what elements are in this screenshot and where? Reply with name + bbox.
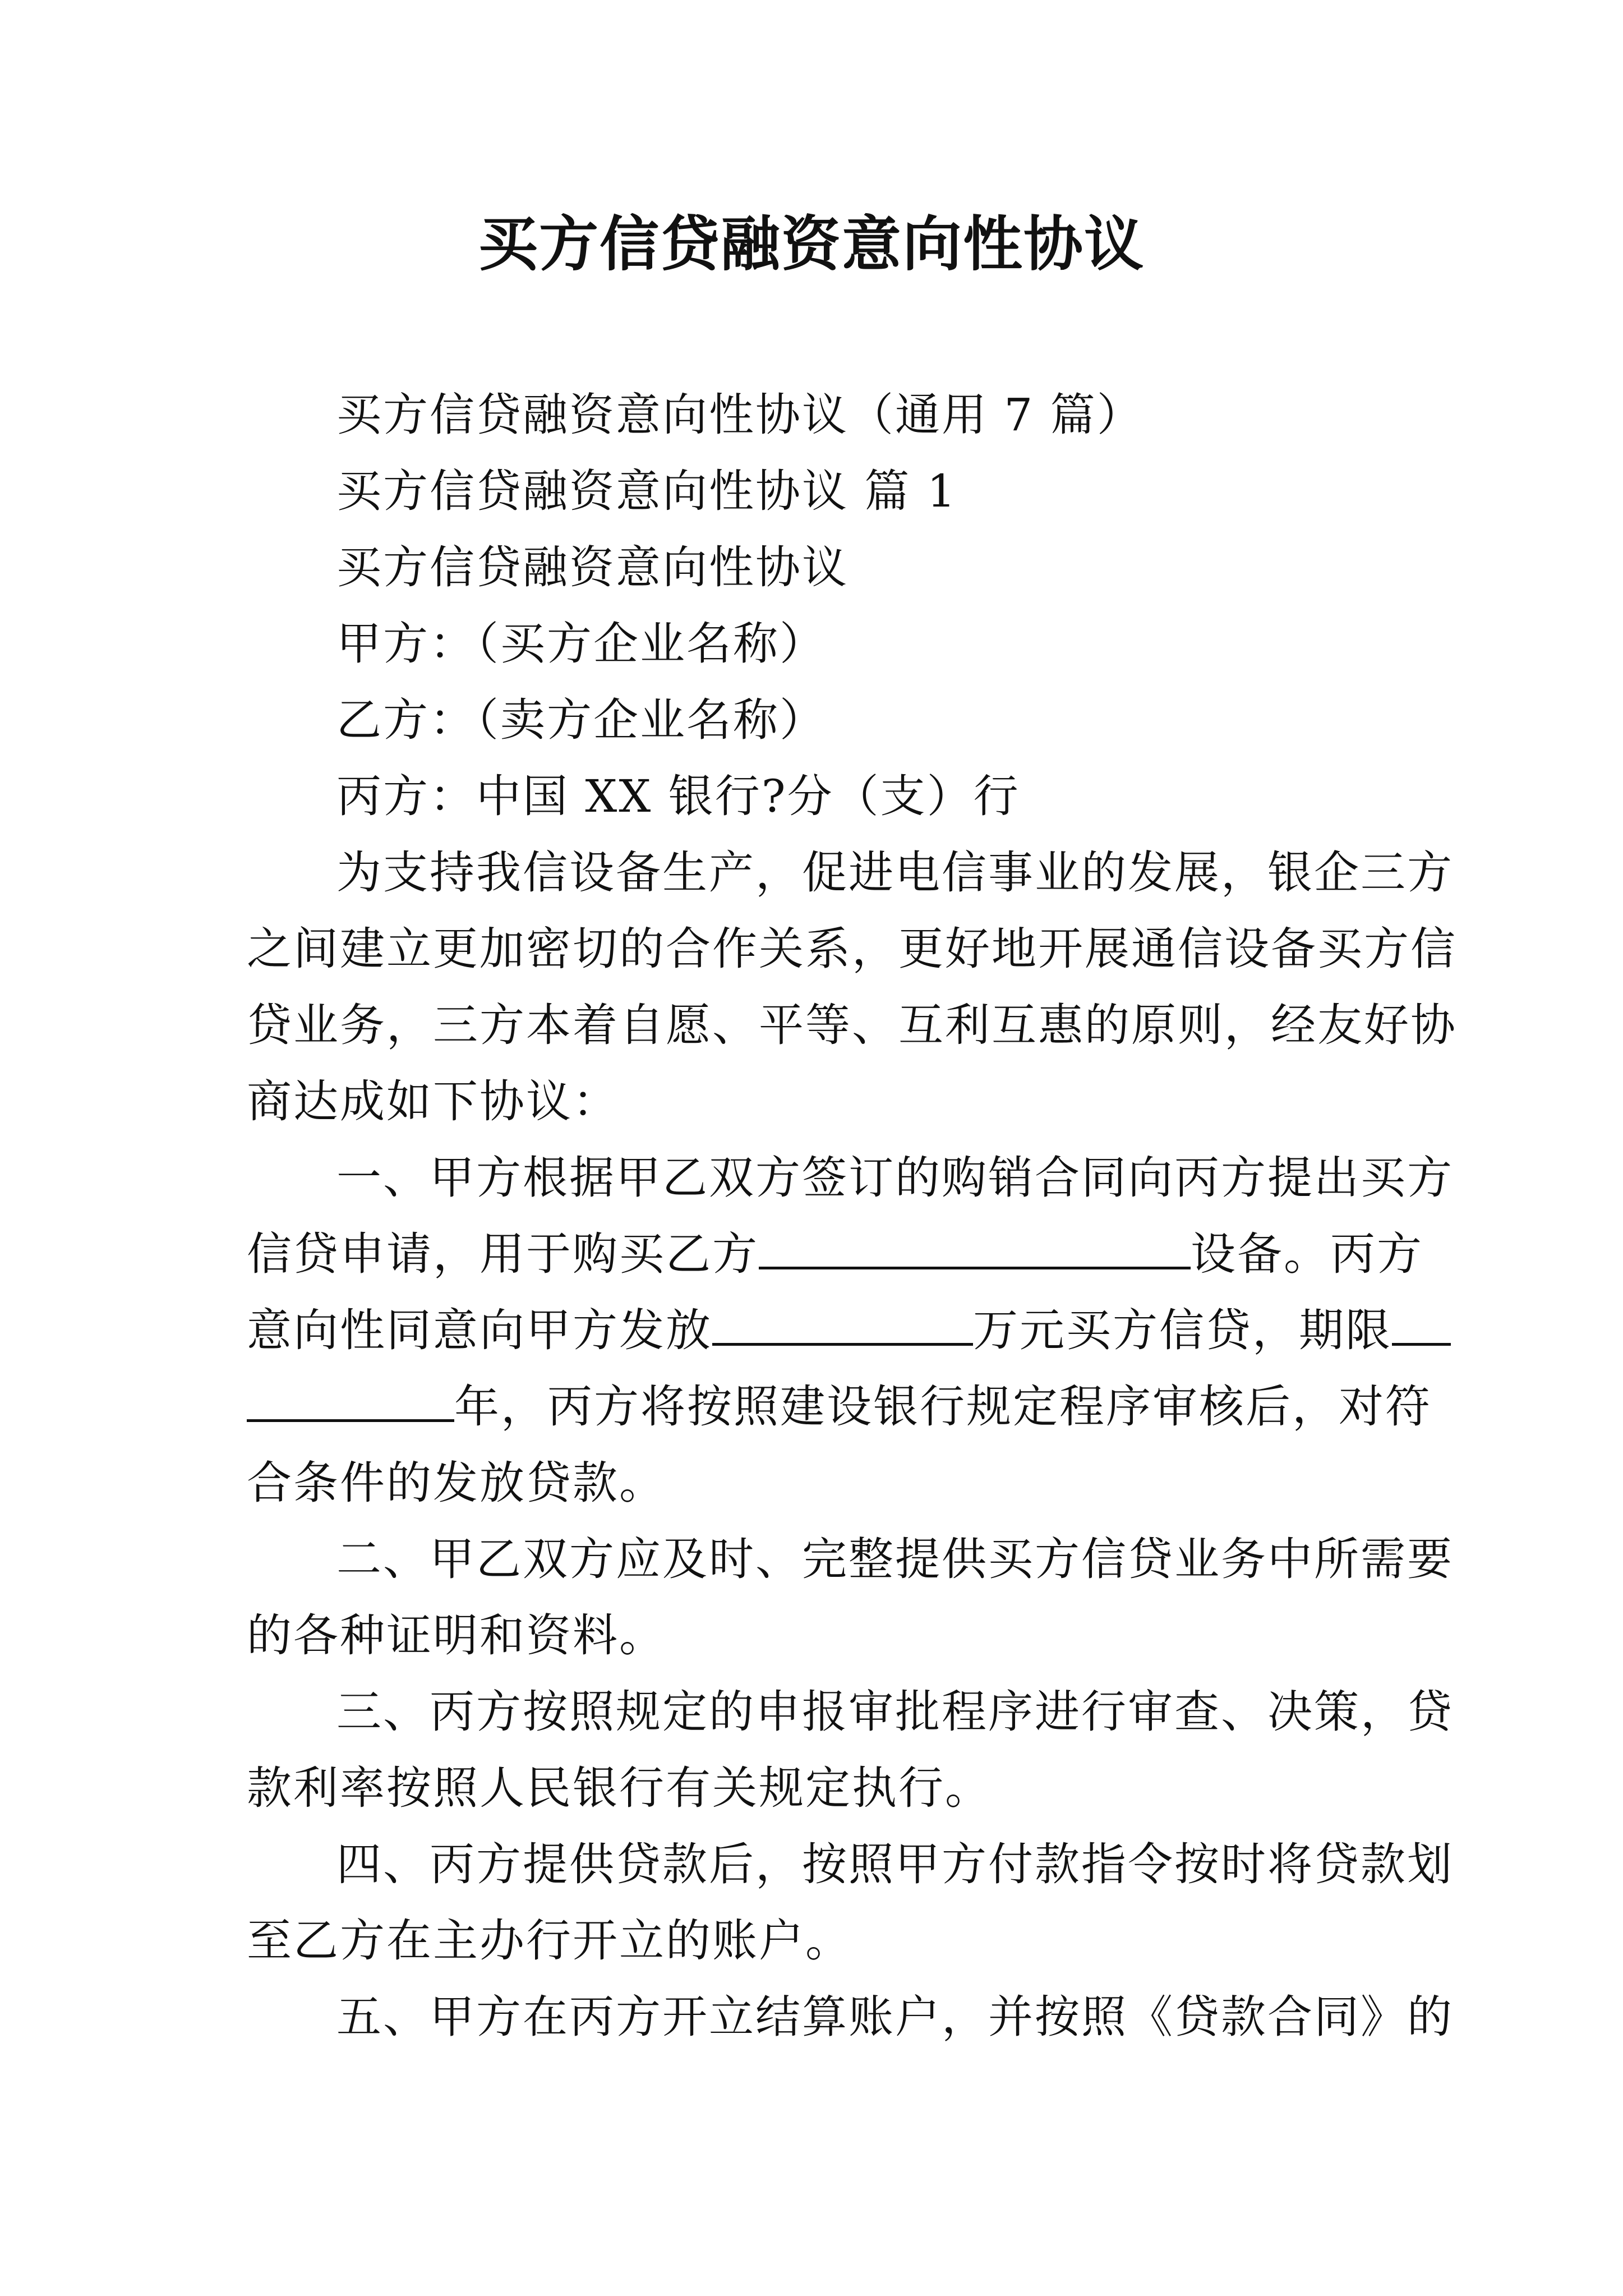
clause-3-line-2: 款利率按照人民银行有关规定执行。	[247, 1762, 992, 1814]
clause-1-text-2b: 设备。丙方	[1191, 1228, 1423, 1280]
clause-3-line-1: 三、丙方按照规定的申报审批程序进行审查、决策，贷	[336, 1686, 1454, 1738]
intro-line-1: 为支持我信设备生产，促进电信事业的发展，银企三方	[336, 846, 1454, 899]
clause-1-line-1: 一、甲方根据甲乙双方签订的购销合同向丙方提出买方	[336, 1152, 1454, 1204]
document-title: 买方信贷融资意向性协议	[478, 209, 1145, 279]
clause-1-text-3a: 意向性同意向甲方发放	[247, 1304, 712, 1356]
clause-2-line-1: 二、甲乙双方应及时、完整提供买方信贷业务中所需要	[336, 1533, 1454, 1585]
clause-1-text-2a: 信贷申请，用于购买乙方	[247, 1228, 759, 1280]
clause-5-line-1: 五、甲方在丙方开立结算账户，并按照《贷款合同》的	[336, 1991, 1454, 2043]
clause-1-text-4: 年，丙方将按照建设银行规定程序审核后，对符	[454, 1381, 1432, 1433]
clause-2-line-2: 的各种证明和资料。	[247, 1609, 666, 1662]
clause-1-text-3b: 万元买方信贷，期限	[973, 1304, 1392, 1356]
party-a-line: 甲方：（买方企业名称）	[336, 618, 826, 670]
party-c-line: 丙方：中国 XX 银行?分（支）行	[336, 770, 1020, 822]
party-b-line: 乙方：（卖方企业名称）	[336, 694, 826, 746]
term-blank-end	[247, 1375, 454, 1422]
term-blank-start	[1392, 1299, 1451, 1346]
clause-1-line-3	[247, 1292, 1391, 1369]
intro-line-3: 贷业务，三方本着自愿、平等、互利互惠的原则，经友好协	[247, 999, 1457, 1051]
equipment-blank	[759, 1223, 1191, 1269]
clause-1-line-2	[247, 1216, 1423, 1292]
clause-4-line-1: 四、丙方提供贷款后，按照甲方付款指令按时将贷款划	[336, 1838, 1454, 1890]
clause-4-line-2: 至乙方在主办行开立的账户。	[247, 1915, 852, 1967]
intro-line-2: 之间建立更加密切的合作关系，更好地开展通信设备买方信	[247, 923, 1457, 975]
clause-1-line-4	[247, 1369, 1432, 1445]
part-heading: 买方信贷融资意向性协议 篇 1	[336, 465, 957, 517]
collection-line: 买方信贷融资意向性协议（通用 7 篇）	[336, 389, 1144, 441]
clause-1-line-5: 合条件的发放贷款。	[247, 1457, 666, 1509]
amount-blank	[712, 1299, 973, 1346]
agreement-title-line: 买方信贷融资意向性协议	[336, 541, 849, 593]
intro-line-4: 商达成如下协议：	[247, 1075, 619, 1128]
